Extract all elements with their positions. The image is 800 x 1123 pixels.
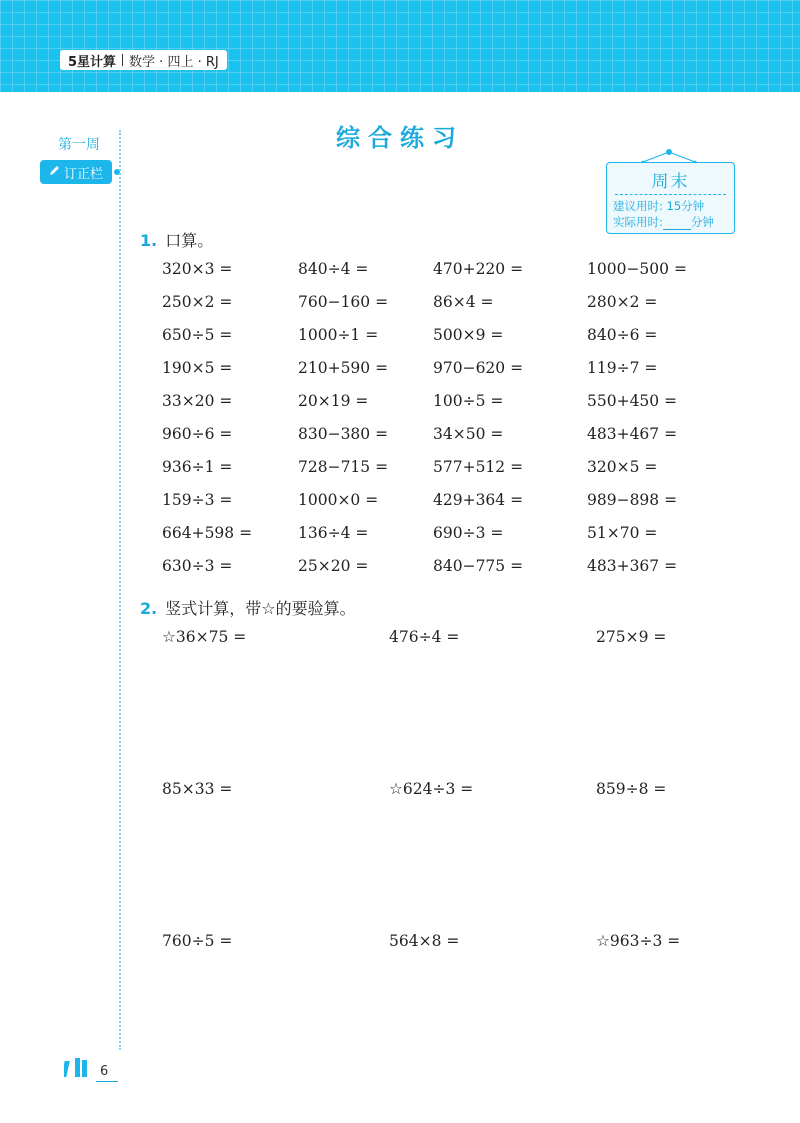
- oral-problem: 320×5 =: [587, 458, 658, 476]
- oral-problem: 630÷3 =: [162, 557, 233, 575]
- actual-time-prefix: 实际用时:: [613, 215, 663, 229]
- oral-problem: 830−380 =: [298, 425, 389, 443]
- section1-number: 1.: [140, 231, 158, 250]
- oral-problem: 650÷5 =: [162, 326, 233, 344]
- section2-title: 竖式计算，带☆的要验算。: [165, 599, 356, 618]
- oral-problem: 86×4 =: [433, 293, 494, 311]
- oral-problem: 960÷6 =: [162, 425, 233, 443]
- time-blank[interactable]: [663, 218, 691, 230]
- page-title: 综合练习: [336, 124, 464, 152]
- oral-problem: 100÷5 =: [433, 392, 504, 410]
- suggested-time: 建议用时: 15分钟: [613, 199, 705, 213]
- oral-problem: 989−898 =: [587, 491, 678, 509]
- oral-problem: 760−160 =: [298, 293, 389, 311]
- oral-problem: 210+590 =: [298, 359, 389, 377]
- oral-problem: 840÷6 =: [587, 326, 658, 344]
- oral-problem: 550+450 =: [587, 392, 678, 410]
- oral-problem: 936÷1 =: [162, 458, 233, 476]
- oral-problem: 136÷4 =: [298, 524, 369, 542]
- oral-problem: 280×2 =: [587, 293, 658, 311]
- books-icon: [64, 1055, 94, 1079]
- page-number: 6: [100, 1064, 109, 1079]
- oral-problem: 1000×0 =: [298, 491, 379, 509]
- vertical-problem: ☆963÷3 =: [596, 932, 681, 950]
- oral-problem: 25×20 =: [298, 557, 369, 575]
- correction-label: 订正栏: [63, 166, 103, 182]
- oral-problem: 250×2 =: [162, 293, 233, 311]
- vertical-problem: ☆36×75 =: [162, 628, 247, 646]
- book-subtitle: 数学 · 四上 · RJ: [129, 54, 219, 70]
- actual-time-suffix: 分钟: [690, 215, 714, 229]
- page-underline: [96, 1081, 118, 1082]
- section1-title: 口算。: [165, 231, 214, 250]
- oral-problem: 1000÷1 =: [298, 326, 379, 344]
- oral-problem: 577+512 =: [433, 458, 524, 476]
- vertical-problem: 275×9 =: [596, 628, 667, 646]
- margin-divider: [119, 130, 121, 1050]
- oral-problem: 20×19 =: [298, 392, 369, 410]
- oral-problem: 33×20 =: [162, 392, 233, 410]
- weekend-sign: [606, 162, 735, 234]
- vertical-problem: 476÷4 =: [389, 628, 460, 646]
- oral-problem: 840−775 =: [433, 557, 524, 575]
- week-label: 第一周: [58, 137, 100, 153]
- oral-problem: 320×3 =: [162, 260, 233, 278]
- sign-title: 周末: [651, 172, 690, 192]
- section1-heading: [140, 228, 213, 251]
- sign-divider: [615, 194, 726, 195]
- section2-number: 2.: [140, 599, 158, 618]
- oral-problem: 970−620 =: [433, 359, 524, 377]
- oral-problem: 483+367 =: [587, 557, 678, 575]
- vertical-problem: 760÷5 =: [162, 932, 233, 950]
- sign-hanger: [0, 0, 800, 170]
- oral-problem: 429+364 =: [433, 491, 524, 509]
- oral-problem: 119÷7 =: [587, 359, 658, 377]
- vertical-problem: 859÷8 =: [596, 780, 667, 798]
- section2-heading: [140, 596, 356, 619]
- brand-label: 5星计算: [68, 54, 117, 70]
- oral-problem: 664+598 =: [162, 524, 253, 542]
- oral-problem: 159÷3 =: [162, 491, 233, 509]
- oral-problem: 190×5 =: [162, 359, 233, 377]
- oral-problem: 690÷3 =: [433, 524, 504, 542]
- oral-problem: 51×70 =: [587, 524, 658, 542]
- oral-problem: 483+467 =: [587, 425, 678, 443]
- oral-problem: 470+220 =: [433, 260, 524, 278]
- oral-problem: 34×50 =: [433, 425, 504, 443]
- actual-time: [613, 214, 733, 230]
- oral-problem: 728−715 =: [298, 458, 389, 476]
- vertical-problem: 85×33 =: [162, 780, 233, 798]
- vertical-problem: ☆624÷3 =: [389, 780, 474, 798]
- vertical-problem: 564×8 =: [389, 932, 460, 950]
- oral-problem: 1000−500 =: [587, 260, 687, 278]
- oral-problem: 500×9 =: [433, 326, 504, 344]
- oral-problem: 840÷4 =: [298, 260, 369, 278]
